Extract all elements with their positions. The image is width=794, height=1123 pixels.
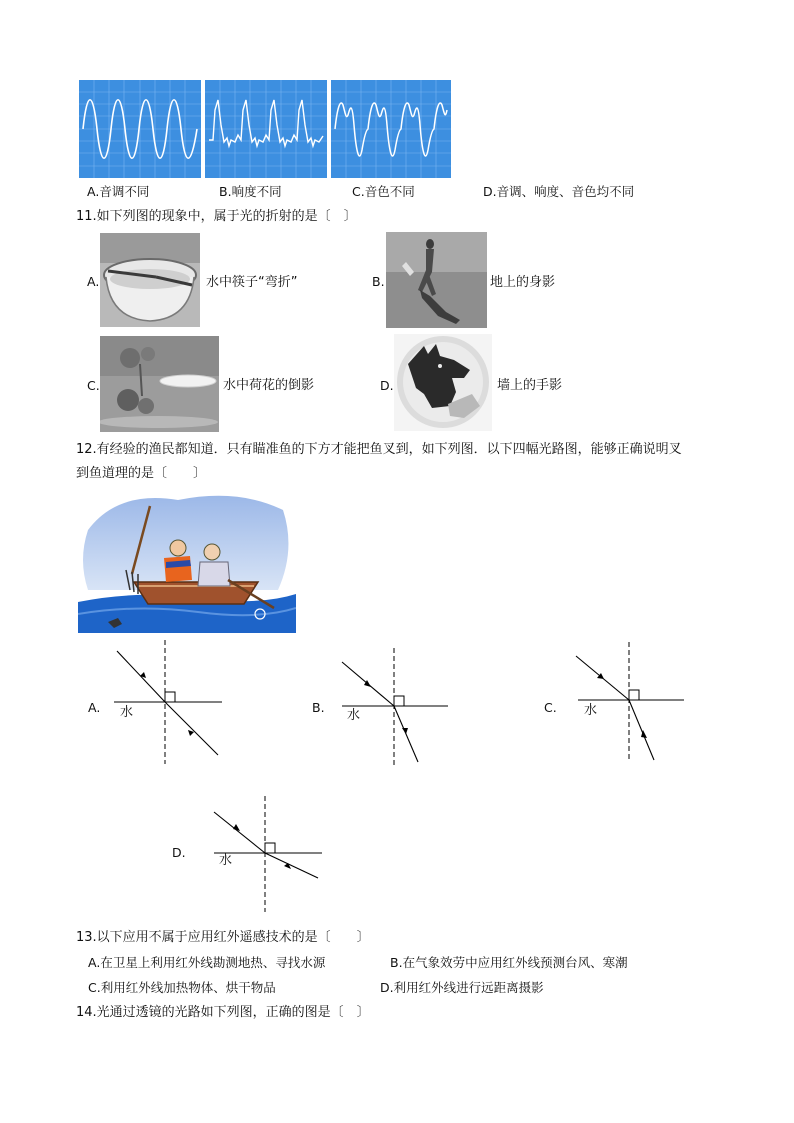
option-text: 利用红外线进行远距离摄影 [393, 980, 544, 995]
q13-stem: 13.以下应用不属于应用红外遥感技术的是〔 〕 [76, 930, 370, 945]
q11-option-b-key[interactable]: B. [372, 274, 385, 289]
q11-option-d-key[interactable]: D. [380, 378, 394, 393]
lotus-reflection-photo [100, 336, 219, 432]
option-text: 音调、响度、音色均不同 [496, 184, 635, 199]
q11-option-c-caption: 水中荷花的倒影 [223, 378, 315, 393]
option-key: B. [219, 184, 232, 199]
option-text: 在卫星上利用红外线勘测地热、寻找水源 [100, 955, 326, 970]
q13-option-d[interactable] [380, 980, 544, 996]
option-text: 响度不同 [231, 184, 282, 199]
q12-option-c-key[interactable]: C. [544, 700, 557, 715]
q11-option-c-key[interactable]: C. [87, 378, 100, 393]
q11-option-d-caption: 墙上的手影 [497, 378, 563, 393]
waveform-panel-b [205, 80, 327, 178]
q12-option-a-key[interactable]: A. [88, 700, 101, 715]
water-label-a: 水 [120, 705, 134, 720]
water-label-b: 水 [347, 708, 361, 723]
q12-option-b-key[interactable]: B. [312, 700, 325, 715]
water-label-d: 水 [219, 853, 233, 868]
q12-stem-line2: 到鱼道理的是〔 〕 [76, 466, 207, 481]
option-text: 音调不同 [99, 184, 150, 199]
option-text: 音色不同 [364, 184, 415, 199]
option-key: A. [88, 955, 101, 970]
q12-option-d-key[interactable]: D. [172, 845, 186, 860]
q13-option-c[interactable] [88, 980, 276, 996]
q12-diagram-a [110, 640, 222, 764]
q10-option-a[interactable] [87, 184, 149, 200]
q10-option-c[interactable] [352, 184, 415, 200]
waveform-panel-a [79, 80, 201, 178]
option-text: 利用红外线加热物体、烘干物品 [100, 980, 276, 995]
shadow-on-ground-photo [386, 232, 487, 328]
q11-stem: 11.如下列图的现象中，属于光的折射的是〔 〕 [76, 209, 357, 224]
waveform-panel-c [331, 80, 451, 178]
q10-option-b[interactable] [219, 184, 282, 200]
option-key: D. [380, 980, 394, 995]
chopsticks-in-bowl-photo [100, 233, 200, 327]
q10-option-d[interactable] [483, 184, 634, 200]
option-key: A. [87, 184, 100, 199]
q12-diagram-b [336, 648, 448, 766]
option-key: B. [390, 955, 403, 970]
q11-option-a-caption: 水中筷子“弯折” [206, 275, 298, 290]
option-key: D. [483, 184, 497, 199]
water-label-c: 水 [584, 703, 598, 718]
q13-option-a[interactable] [88, 955, 325, 971]
option-key: C. [88, 980, 101, 995]
q13-option-b[interactable] [390, 955, 628, 971]
hand-shadow-photo [394, 334, 492, 431]
q12-diagram-c [572, 642, 684, 762]
option-key: C. [352, 184, 365, 199]
q12-stem-line1: 12.有经验的渔民都知道．只有瞄准鱼的下方才能把鱼叉到，如下列图．以下四幅光路图，能够正确说明叉 [76, 442, 682, 457]
option-text: 在气象效劳中应用红外线预测台风、寒潮 [402, 955, 628, 970]
q11-option-a-key[interactable]: A. [87, 274, 100, 289]
fishing-boat-illustration [78, 490, 296, 633]
q11-option-b-caption: 地上的身影 [490, 275, 556, 290]
q14-stem: 14.光通过透镜的光路如下列图，正确的图是〔 〕 [76, 1005, 370, 1020]
